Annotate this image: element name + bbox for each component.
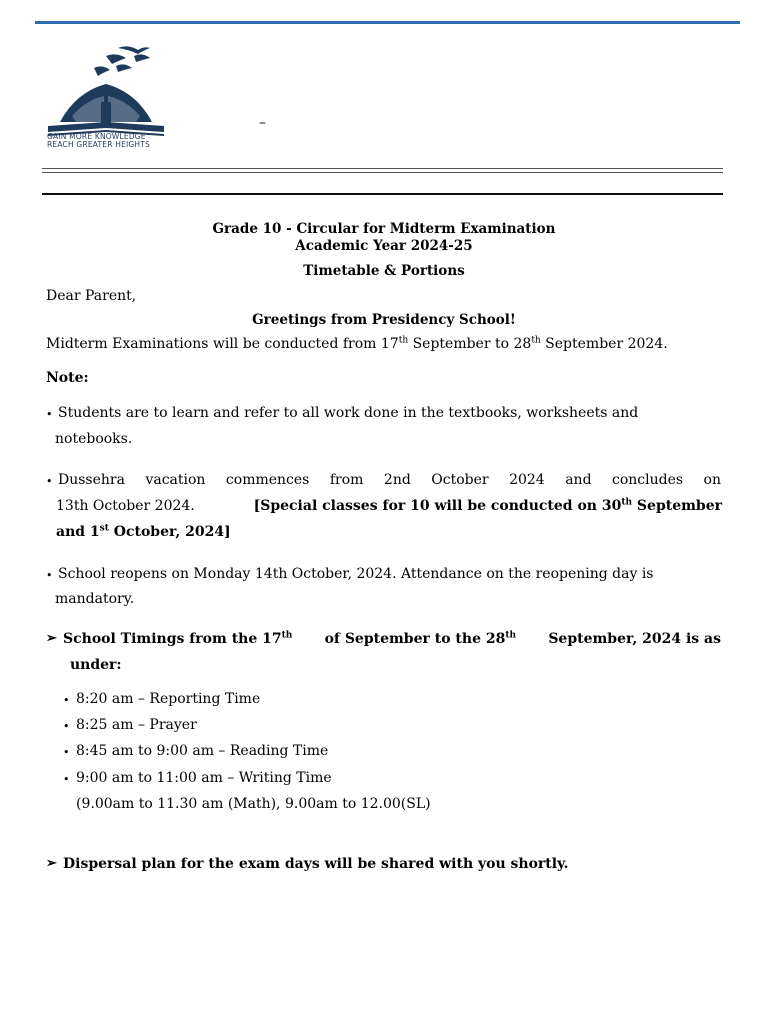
header-double-rule xyxy=(42,168,723,173)
timings-heading-b-text: of September to the 28 xyxy=(324,631,506,647)
header-rule xyxy=(42,193,723,195)
timings-sup2: th xyxy=(505,630,517,641)
note-1-line-1: Students are to learn and refer to all work done in the textbooks, worksheets and xyxy=(58,405,639,421)
bullet-icon: • xyxy=(63,746,70,759)
bullet-icon: • xyxy=(63,694,70,707)
note-2-sup2: st xyxy=(99,523,109,534)
note-2-line-2 xyxy=(56,498,722,514)
timings-sup1: th xyxy=(281,630,293,641)
header-dash: – xyxy=(259,115,266,131)
note-2-line-3 xyxy=(56,524,231,540)
academic-year: Academic Year 2024-25 xyxy=(295,238,473,254)
note-2-date: 13th October 2024. xyxy=(56,498,195,514)
logo-tagline-2: REACH GREATER HEIGHTS xyxy=(47,140,151,149)
timetable-heading: Timetable & Portions xyxy=(303,263,465,279)
logo-tagline-1: GAIN MORE KNOWLEDGE xyxy=(47,132,146,141)
note-3-line-1: School reopens on Monday 14th October, 2024. Attendance on the reopening day is xyxy=(58,566,654,582)
timings-heading-a xyxy=(63,631,292,647)
timings-heading xyxy=(63,631,721,647)
note-2-line-3a: and 1 xyxy=(56,524,100,540)
intro-part2: September to 28 xyxy=(408,336,532,352)
top-blue-rule xyxy=(35,21,740,24)
note-2-special xyxy=(254,498,722,514)
bullet-icon: • xyxy=(46,475,53,488)
bullet-icon: • xyxy=(63,773,70,786)
timing-item: 8:25 am – Prayer xyxy=(76,717,197,733)
intro-paragraph xyxy=(46,336,668,352)
timing-sub-note: (9.00am to 11.30 am (Math), 9.00am to 12.00(SL) xyxy=(76,796,431,812)
timing-item: 8:20 am – Reporting Time xyxy=(76,691,261,707)
note-2-special-text: [Special classes for 10 will be conducted on 30 xyxy=(253,498,622,514)
note-label: Note: xyxy=(46,370,89,386)
bullet-icon: • xyxy=(46,569,53,582)
note-2-sup1: th xyxy=(621,497,633,508)
arrow-icon: ➢ xyxy=(46,631,57,646)
intro-part1: Midterm Examinations will be conducted from 17 xyxy=(46,336,399,352)
note-2-line-3b: October, 2024] xyxy=(108,524,231,540)
arrow-icon: ➢ xyxy=(46,856,57,871)
note-3-line-2: mandatory. xyxy=(55,591,135,607)
timings-heading-c: September, 2024 is as xyxy=(548,631,721,647)
intro-part3: September 2024. xyxy=(540,336,668,352)
dispersal-note: Dispersal plan for the exam days will be shared with you shortly. xyxy=(63,856,569,872)
note-2-special-end: September xyxy=(632,498,722,514)
timing-item: 9:00 am to 11:00 am – Writing Time xyxy=(76,770,332,786)
intro-sup1: th xyxy=(398,335,409,346)
note-1-line-2: notebooks. xyxy=(55,431,133,447)
salutation: Dear Parent, xyxy=(46,288,137,304)
timings-heading-b xyxy=(325,631,516,647)
note-2-line-1: Dussehra vacation commences from 2nd October 2024 and concludes on xyxy=(58,472,721,488)
timings-heading-a-text: School Timings from the 17 xyxy=(63,631,282,647)
logo-tagline xyxy=(47,133,150,149)
bullet-icon: • xyxy=(63,720,70,733)
intro-sup2: th xyxy=(531,335,541,346)
timing-item: 8:45 am to 9:00 am – Reading Time xyxy=(76,743,329,759)
greeting: Greetings from Presidency School! xyxy=(252,312,516,328)
circular-title: Grade 10 - Circular for Midterm Examination xyxy=(212,221,556,237)
bullet-icon: • xyxy=(46,408,53,421)
timings-heading-line-2: under: xyxy=(70,657,122,673)
